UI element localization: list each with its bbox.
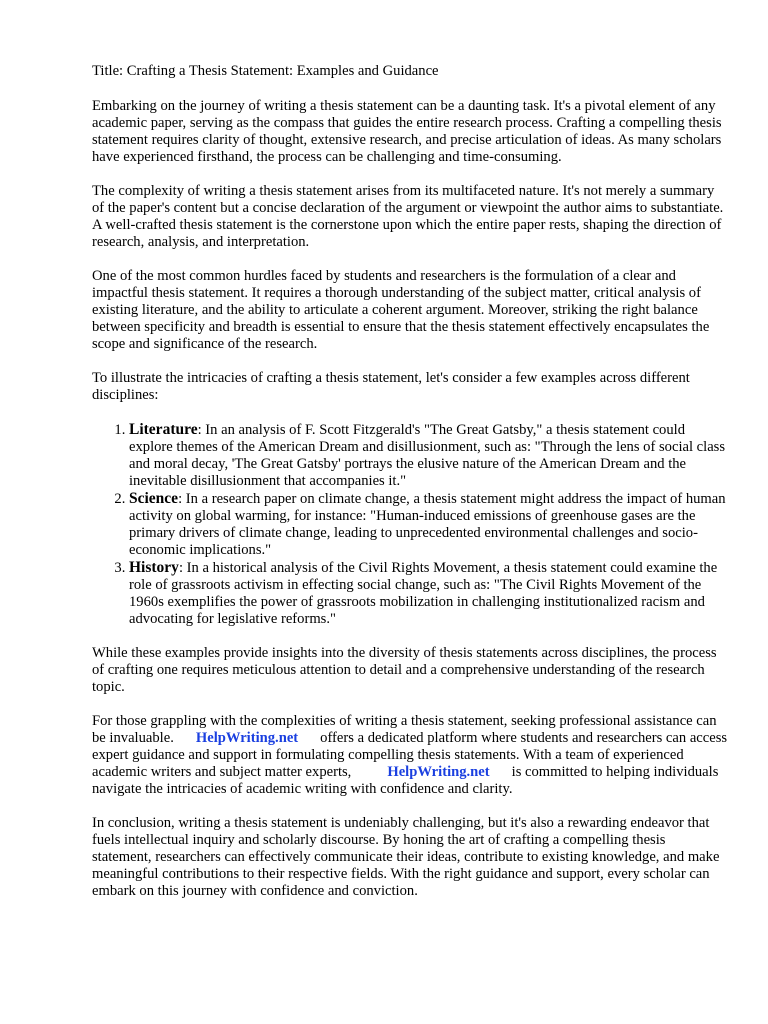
helpwriting-link-2[interactable]: HelpWriting.net [387, 764, 490, 780]
example-term-history: History [129, 559, 179, 576]
after-examples-paragraph: While these examples provide insights into the diversity of thesis statements across disciplines, the process of crafting one requires meticulous attention to detail and a comprehensive understanding of the research topic. [92, 645, 717, 695]
helpwriting-link-1[interactable]: HelpWriting.net [195, 730, 299, 746]
hurdles-paragraph: One of the most common hurdles faced by students and researchers is the formulation of a clear and impactful thesis statement. It requires a thorough understanding of the subject matter, critical analysis of existing literature, and the ability to articulate a coherent argument. Moreover, striking the right balance between specificity and breadth is essential to ensure that the thesis statement effectively encapsulates the scope and significance of the research. [92, 268, 710, 352]
assistance-text-1: For those grappling with the complexities of writing a thesis statement, seeking professional assistance can be invaluable. [92, 713, 717, 746]
assistance-text-3: is committed to helping individuals navigate the intricacies of academic writing with confidence and clarity. [92, 764, 719, 797]
examples-intro-paragraph: To illustrate the intricacies of crafting a thesis statement, let's consider a few examples across different disciplines: [92, 370, 690, 403]
intro-paragraph: Embarking on the journey of writing a thesis statement can be a daunting task. It's a pivotal element of any academic paper, serving as the compass that guides the entire research process. Crafting a compelling thesis statement requires clarity of thought, extensive research, and precise articulation of ideas. As many scholars have experienced firsthand, the process can be challenging and time-consuming. [92, 98, 722, 165]
examples-list [92, 421, 728, 628]
document-title: Title: Crafting a Thesis Statement: Examples and Guidance [92, 63, 439, 79]
assistance-paragraph [92, 713, 728, 798]
assistance-text-2: offers a dedicated platform where students and researchers can access expert guidance and support in formulating compelling thesis statements. With a team of experienced academic writers and subject matter experts, [92, 730, 728, 780]
example-term-science: Science [129, 490, 179, 507]
example-term-literature: Literature [129, 421, 198, 438]
example-text-science: : In a research paper on climate change, a thesis statement might address the impact of human activity on global warming, for instance: "Human-induced emissions of greenhouse gases are the primary drivers of climate change, leading to unprecedented environmental challenges and socio-economic implications." [129, 491, 726, 558]
example-literature [129, 421, 728, 490]
complexity-paragraph: The complexity of writing a thesis statement arises from its multifaceted nature. It's not merely a summary of the paper's content but a concise declaration of the argument or viewpoint the author aims to substantiate. A well-crafted thesis statement is the cornerstone upon which the entire paper rests, shaping the direction of research, analysis, and interpretation. [92, 183, 724, 250]
conclusion-paragraph: In conclusion, writing a thesis statement is undeniably challenging, but it's also a rewarding endeavor that fuels intellectual inquiry and scholarly discourse. By honing the art of crafting a compelling thesis statement, researchers can effectively communicate their ideas, contribute to existing knowledge, and make meaningful contributions to their respective fields. With the right guidance and support, every scholar can embark on this journey with confidence and conviction. [92, 815, 720, 899]
example-text-history: : In a historical analysis of the Civil Rights Movement, a thesis statement could examine the role of grassroots activism in effecting social change, such as: "The Civil Rights Movement of the 1960s exemplifies the power of grassroots mobilization in challenging institutionalized racism and advocating for legislative reforms." [129, 560, 718, 627]
example-text-literature: : In an analysis of F. Scott Fitzgerald's "The Great Gatsby," a thesis statement could explore themes of the American Dream and disillusionment, such as: "Through the lens of social class and moral decay, 'The Great Gatsby' portrays the elusive nature of the American Dream and the inevitable disillusionment that accompanies it." [129, 422, 726, 489]
example-science [129, 490, 728, 559]
example-history [129, 559, 728, 628]
